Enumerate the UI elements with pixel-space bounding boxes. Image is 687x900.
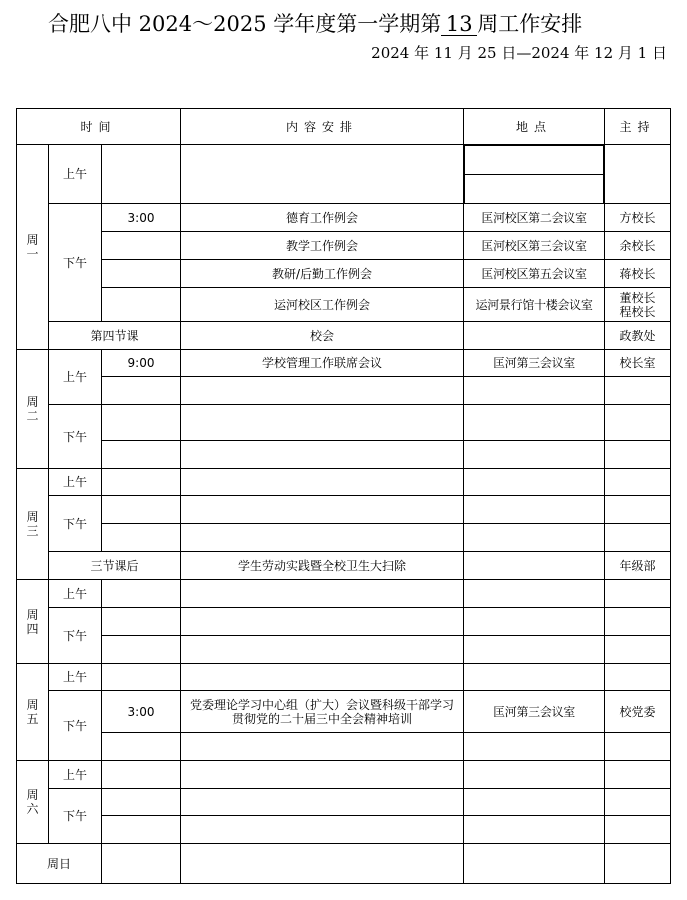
table-row bbox=[17, 608, 671, 636]
table-row bbox=[17, 405, 671, 441]
host-line: 程校长 bbox=[619, 304, 656, 319]
place-cell: 匡河第三会议室 bbox=[464, 350, 605, 377]
host-cell: 年级部 bbox=[605, 552, 671, 580]
date-range: 2024 年 11 月 25 日—2024 年 12 月 1 日 bbox=[371, 44, 667, 62]
table-row bbox=[17, 496, 671, 524]
half-label-pm: 下午 bbox=[49, 405, 102, 469]
half-label-am: 上午 bbox=[49, 469, 102, 496]
half-label-pm: 下午 bbox=[49, 204, 102, 322]
time-cell: 3:00 bbox=[102, 204, 181, 232]
title-suffix: 周工作安排 bbox=[477, 12, 583, 36]
table-row bbox=[17, 844, 671, 884]
document-title bbox=[48, 8, 582, 38]
time-cell: 第四节课 bbox=[49, 322, 181, 350]
content-cell: 校会 bbox=[181, 322, 464, 350]
content-cell bbox=[181, 145, 464, 204]
header-row bbox=[17, 109, 671, 145]
host-line: 董校长 bbox=[619, 290, 656, 305]
content-cell: 学生劳动实践暨全校卫生大扫除 bbox=[181, 552, 464, 580]
table-row bbox=[17, 322, 671, 350]
content-line: 贯彻党的二十届三中全会精神培训 bbox=[232, 711, 413, 726]
host-cell: 校党委 bbox=[605, 691, 671, 733]
content-cell: 德育工作例会 bbox=[181, 204, 464, 232]
day-label-sun: 周日 bbox=[17, 844, 102, 884]
title-prefix: 合肥八中 2024～2025 学年度第一学期第 bbox=[48, 12, 442, 36]
place-cell: 匡河第三会议室 bbox=[464, 691, 605, 733]
content-cell: 学校管理工作联席会议 bbox=[181, 350, 464, 377]
table-row bbox=[17, 232, 671, 260]
content-cell: 教学工作例会 bbox=[181, 232, 464, 260]
time-cell: 3:00 bbox=[102, 691, 181, 733]
col-header-place: 地点 bbox=[464, 109, 605, 145]
content-cell bbox=[181, 691, 464, 733]
table-row bbox=[17, 145, 671, 204]
host-cell: 校长室 bbox=[605, 350, 671, 377]
table-row bbox=[17, 789, 671, 816]
content-cell: 运河校区工作例会 bbox=[181, 288, 464, 322]
table-row bbox=[17, 636, 671, 664]
host-cell: 余校长 bbox=[605, 232, 671, 260]
table-row bbox=[17, 441, 671, 469]
table-row bbox=[17, 664, 671, 691]
table-row bbox=[17, 580, 671, 608]
host-cell: 蒋校长 bbox=[605, 260, 671, 288]
half-label-am: 上午 bbox=[49, 580, 102, 608]
half-label-pm: 下午 bbox=[49, 496, 102, 552]
col-header-time: 时间 bbox=[17, 109, 181, 145]
host-cell: 政教处 bbox=[605, 322, 671, 350]
place-cell: 匡河校区第二会议室 bbox=[464, 204, 605, 232]
col-header-host: 主持 bbox=[605, 109, 671, 145]
place-cell: 运河景行馆十楼会议室 bbox=[464, 288, 605, 322]
table-row bbox=[17, 204, 671, 232]
place-cell: 匡河校区第三会议室 bbox=[464, 232, 605, 260]
time-cell bbox=[102, 288, 181, 322]
host-cell: 方校长 bbox=[605, 204, 671, 232]
half-label-am: 上午 bbox=[49, 761, 102, 789]
half-label-pm: 下午 bbox=[49, 608, 102, 664]
place-cell bbox=[464, 552, 605, 580]
place-cell bbox=[464, 322, 605, 350]
time-cell: 三节课后 bbox=[49, 552, 181, 580]
content-line: 党委理论学习中心组（扩大）会议暨科级干部学习 bbox=[190, 697, 455, 712]
table-row bbox=[17, 733, 671, 761]
week-number: 13 bbox=[441, 13, 477, 36]
day-label-tue: 周二 bbox=[17, 350, 49, 469]
half-label-pm: 下午 bbox=[49, 691, 102, 761]
day-label-fri: 周五 bbox=[17, 664, 49, 761]
table-row bbox=[17, 552, 671, 580]
col-header-content: 内容安排 bbox=[181, 109, 464, 145]
table-row bbox=[17, 469, 671, 496]
half-label-am: 上午 bbox=[49, 145, 102, 204]
day-label-mon: 周一 bbox=[17, 145, 49, 350]
day-label-sat: 周六 bbox=[17, 761, 49, 844]
place-cell bbox=[464, 145, 605, 204]
table-row bbox=[17, 260, 671, 288]
table-row bbox=[17, 816, 671, 844]
table-row bbox=[17, 691, 671, 733]
content-cell: 教研/后勤工作例会 bbox=[181, 260, 464, 288]
half-label-pm: 下午 bbox=[49, 789, 102, 844]
table-row bbox=[17, 377, 671, 405]
schedule-table bbox=[16, 108, 671, 884]
place-cell: 匡河校区第五会议室 bbox=[464, 260, 605, 288]
time-cell bbox=[102, 145, 181, 204]
host-cell bbox=[605, 145, 671, 204]
day-label-thu: 周四 bbox=[17, 580, 49, 664]
host-cell bbox=[605, 288, 671, 322]
table-row bbox=[17, 350, 671, 377]
half-label-am: 上午 bbox=[49, 664, 102, 691]
table-row bbox=[17, 524, 671, 552]
table-row bbox=[17, 761, 671, 789]
time-cell bbox=[102, 260, 181, 288]
half-label-am: 上午 bbox=[49, 350, 102, 405]
day-label-wed: 周三 bbox=[17, 469, 49, 580]
time-cell: 9:00 bbox=[102, 350, 181, 377]
time-cell bbox=[102, 232, 181, 260]
table-row bbox=[17, 288, 671, 322]
